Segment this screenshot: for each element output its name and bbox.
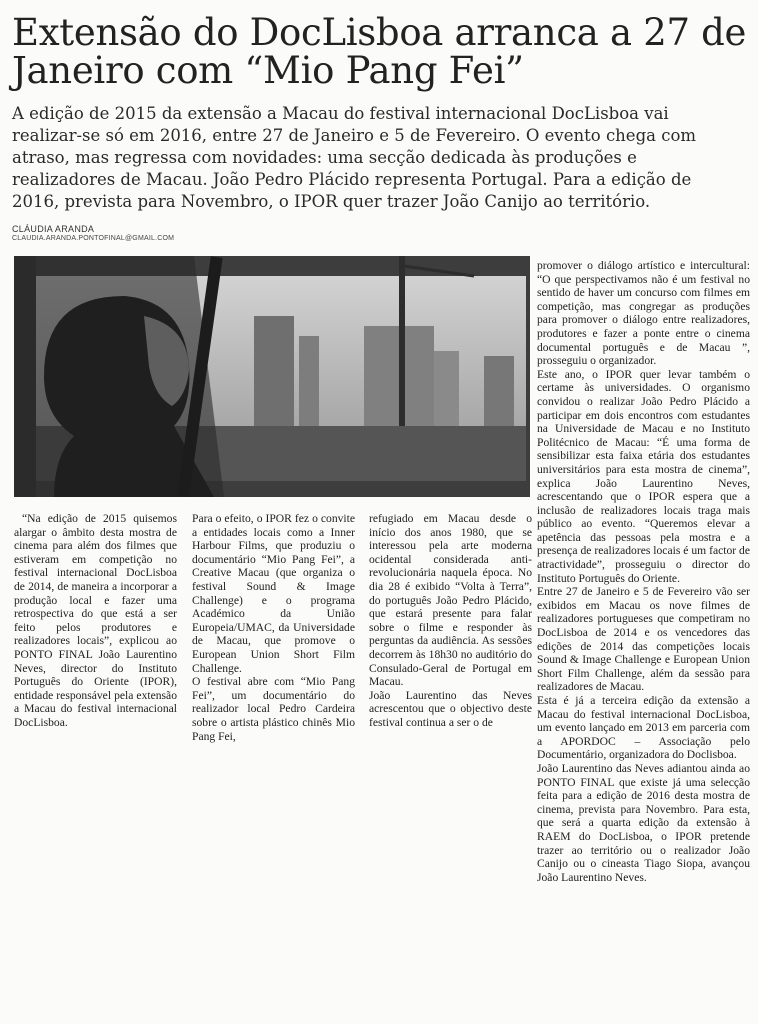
photo-illustration [14,256,530,497]
body-paragraph: “Na edição de 2015 quisemos alargar o âmbito desta mostra de cinema para além dos filmes que estiveram em competição no festival internacional DocLisboa de 2014, de maneira a incorporar a produção local e fazer uma retrospectiva do que está a ser feito pelos produtores e realizadores locais”, explicou ao PONTO FINAL João Laurentino Neves, director do Instituto Português do Oriente (IPOR), entidade responsável pela extensão a Macau do festival internacional DocLisboa. [14,512,177,729]
body-column-1 [14,512,177,730]
body-paragraph: promover o diálogo artístico e intercultural: “O que perspectivamos não é um festival no sentido de haver um concurso com filmes em competição, mas congregar as produções para promover o diálogo entre realizadores, produtores e fazer a ponte entre o cinema documental português e de Macau ”, prosseguiu o organizador. [537,259,750,368]
body-column-4 [537,259,750,884]
body-paragraph: Este ano, o IPOR quer levar também o certame às universidades. O organismo convidou o realizar João Pedro Plácido a participar em dois encontros com estudantes na Universidade de Macau e no Instituto Politécnico de Macau: “É uma forma de sensibilizar esta faixa etária dos estudantes universitários para esta mostra de cinema”, explica João Laurentino Neves, acrescentando que o IPOR espera que a inclusão de realizadores locais traga mais público ao evento. “Queremos elevar a apetência das pessoas pela mostra e a presença de realizadores locais é um factor de atractividade”, prosseguiu o director do Instituto Português do Oriente. [537,367,750,585]
body-paragraph: João Laurentino das Neves adiantou ainda ao PONTO FINAL que existe já uma selecção feita para a edição de 2016 desta mostra de cinema, prevista para Novembro. Para esta, que será a quarta edição da extensão à RAEM do DocLisboa, o IPOR pretende trazer ao território ou o realizador João Canijo ou o cineasta Tiago Siopa, avançou João Laurentino Neves. [537,761,750,884]
article-photo [14,256,530,497]
body-paragraph: Entre 27 de Janeiro e 5 de Fevereiro vão ser exibidos em Macau os nove filmes de realizadores portugueses que competiram no DocLisboa de 2014 e os vencedores das edições de 2014 das competições locais Sound & Image Challenge e European Union Short Film Challenge, além da sessão para realizadores de Macau. [537,585,750,694]
body-paragraph: João Laurentino das Neves acrescentou que o objectivo deste festival continua a ser o de [369,688,532,729]
author-email: CLAUDIA.ARANDA.PONTOFINAL@GMAIL.COM [12,235,175,242]
body-column-3 [369,512,532,730]
author-name: CLÁUDIA ARANDA [12,224,95,234]
body-column-2 [192,512,355,743]
body-paragraph: O festival abre com “Mio Pang Fei”, um documentário do realizador local Pedro Cardeira sobre o artista plástico chinês Mio Pang Fei, [192,675,355,743]
headline: Extensão do DocLisboa arranca a 27 de Janeiro com “Mio Pang Fei” [12,11,747,92]
body-paragraph: refugiado em Macau desde o início dos anos 1980, que se interessou pela arte moderna ocidental considerada anti-revolucionária naquela época. No dia 28 é exibido “Volta à Terra”, do português João Pedro Plácido, que estará presente para falar sobre o filme e responder às perguntas da audiência. As sessões decorrem às 18h30 no auditório do Consulado-Geral de Portugal em Macau. [369,512,532,689]
body-paragraph: Para o efeito, o IPOR fez o convite a entidades locais como a Inner Harbour Films, que produziu o documentário “Mio Pang Fei”, a Creative Macau (que organiza o festival Sound & Image Challenge) e o programa Académico da União Europeia/UMAC, da Universidade de Macau, que promove o European Union Short Film Challenge. [192,512,355,675]
lead-paragraph: A edição de 2015 da extensão a Macau do festival internacional DocLisboa vai realizar-se só em 2016, entre 27 de Janeiro e 5 de Fevereiro. O evento chega com atraso, mas regressa com novidades: uma secção dedicada às produções e realizadores de Macau. João Pedro Plácido representa Portugal. Para a edição de 2016, prevista para Novembro, o IPOR quer trazer João Canijo ao território. [12,104,697,211]
body-paragraph: Esta é já a terceira edição da extensão a Macau do festival internacional DocLisboa, um evento lançado em 2013 em parceria com a APORDOC – Associação pelo Documentário, organizadora do Doclisboa. [537,694,750,762]
